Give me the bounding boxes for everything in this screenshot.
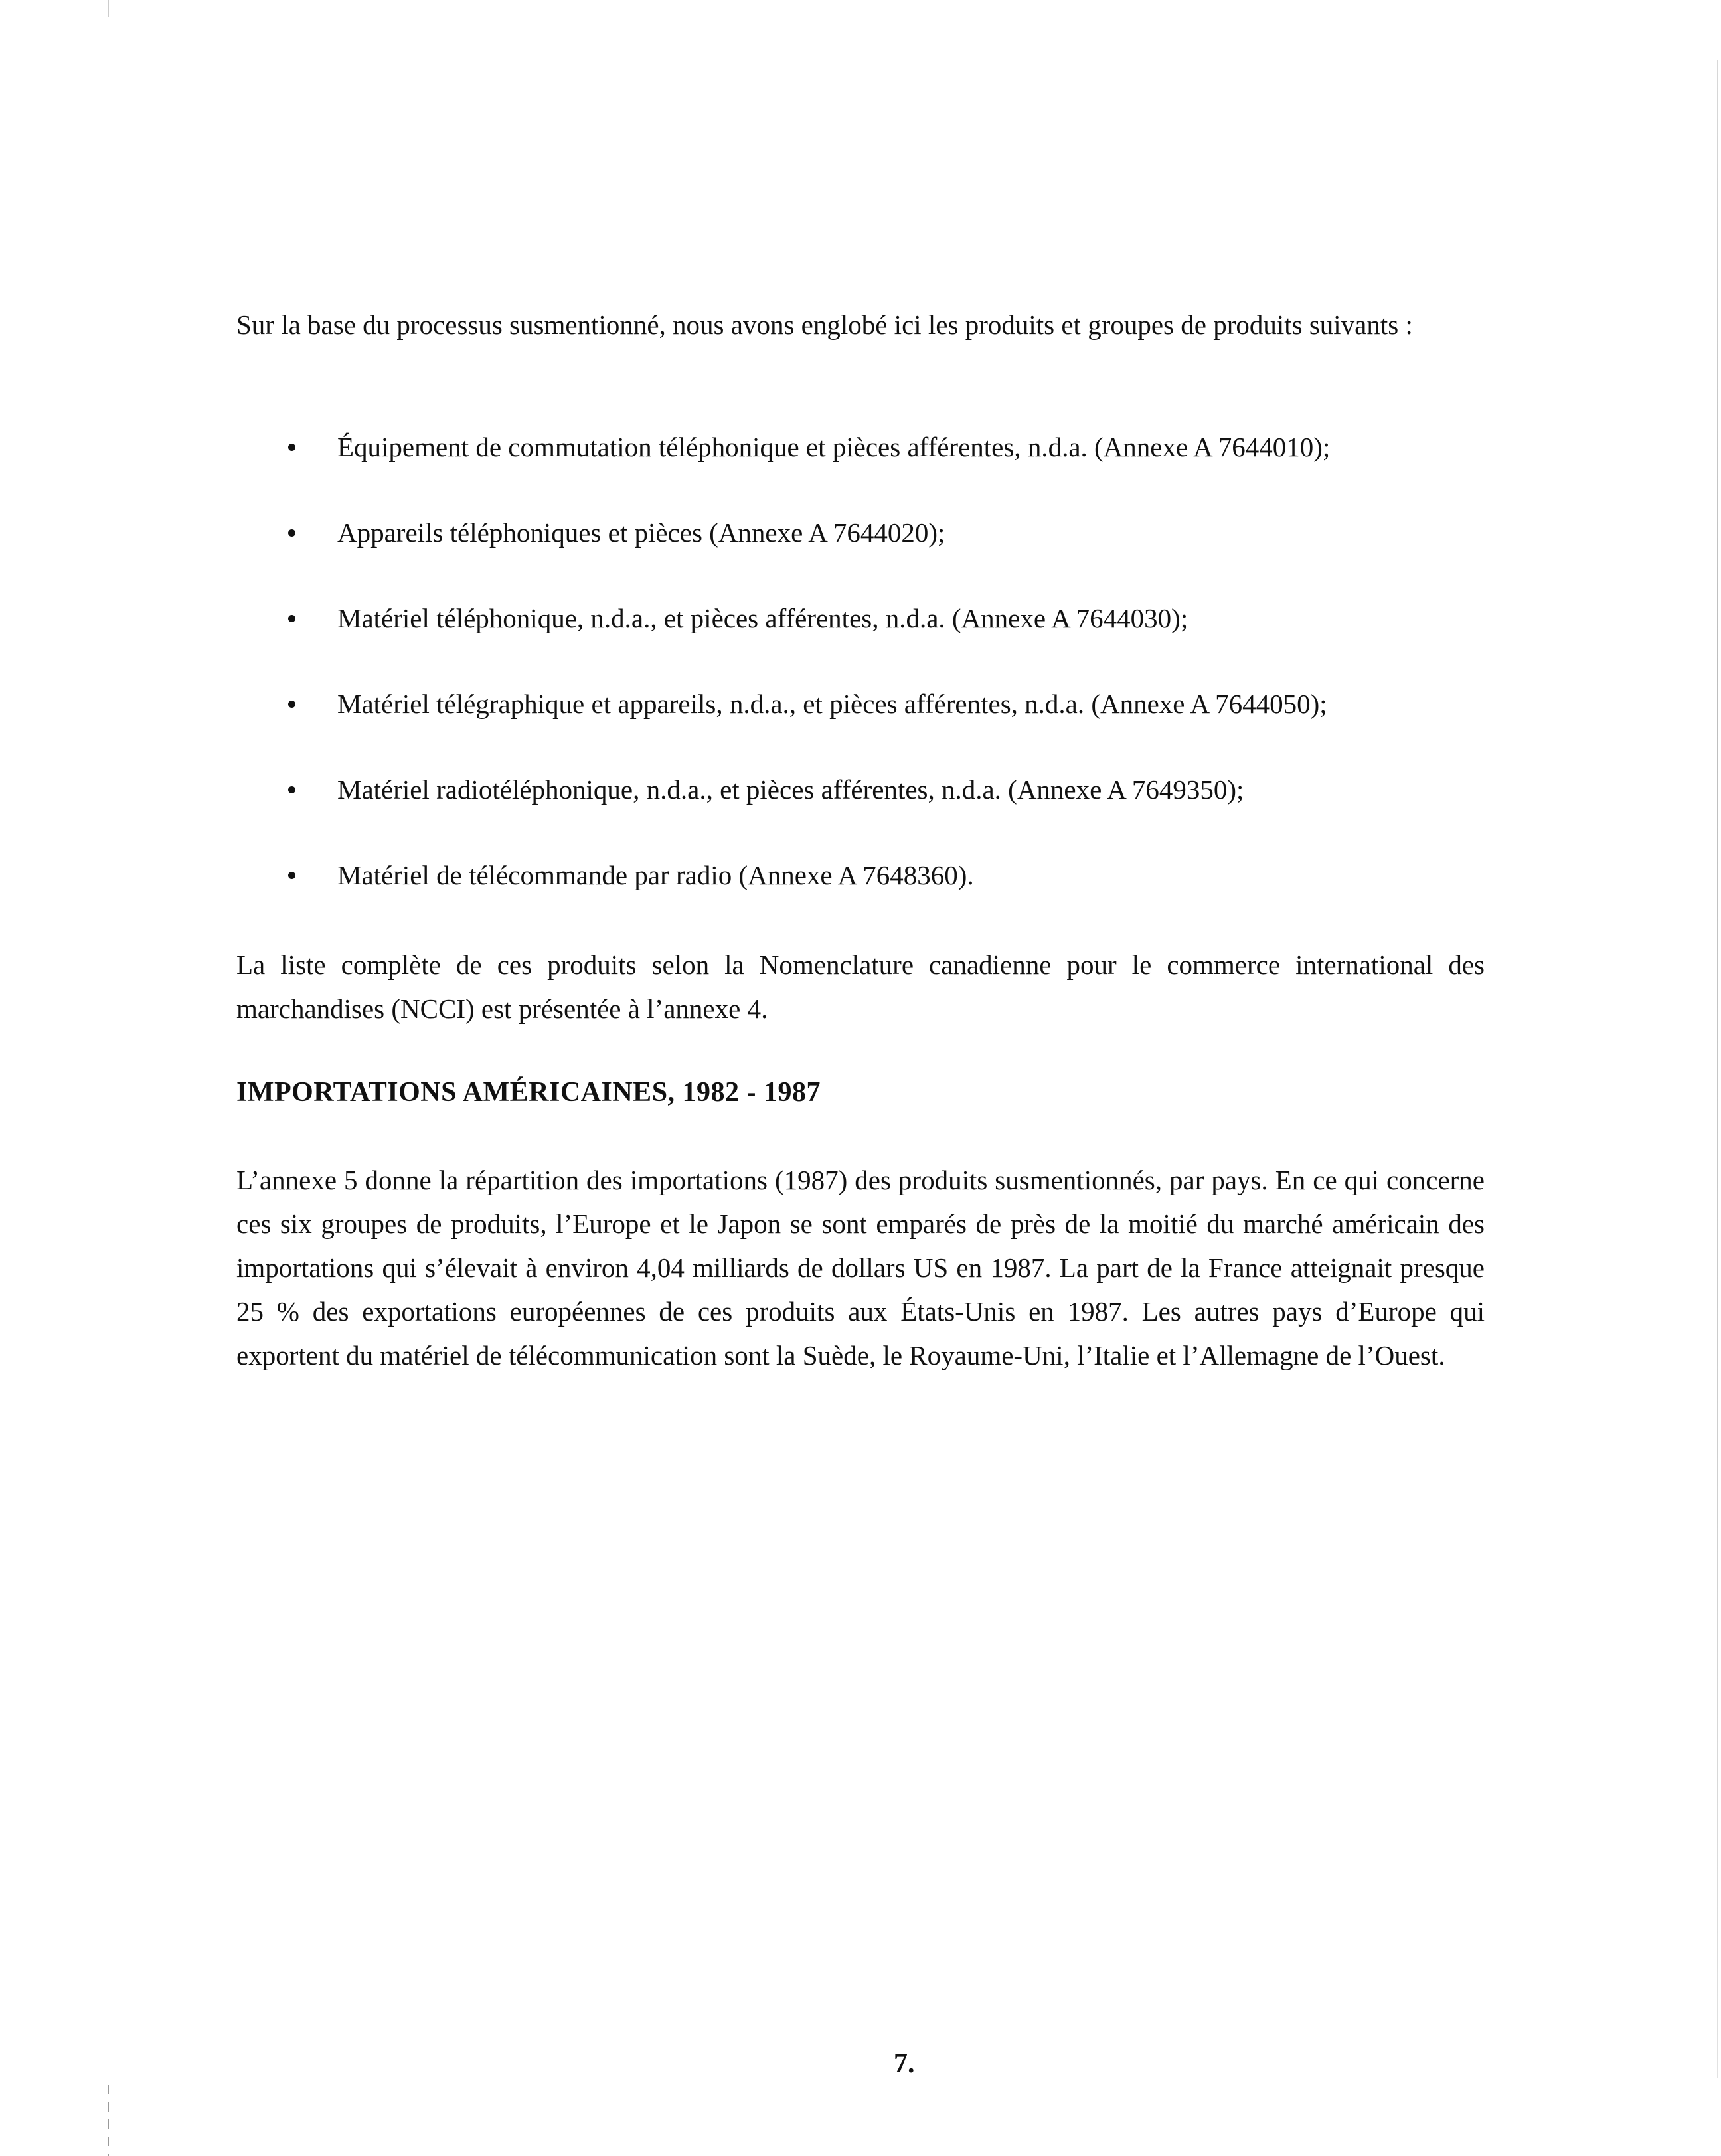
scan-mark-top xyxy=(108,0,109,17)
list-item xyxy=(236,768,1498,853)
list-item-text: Équipement de commutation téléphonique et pièces afférentes, n.d.a. (Annexe A 7644010); xyxy=(337,432,1331,462)
imports-paragraph: L’annexe 5 donne la répartition des importations (1987) des produits susmentionnés, par pays. En ce qui concerne ces six groupes de produits, l’Europe et le Japon se sont emparés de près de la moitié du marché américain des importations qui s’élevait à environ 4,04 milliards de dollars US en 1987. La part de la France atteignait presque 25 % des exportations européennes de ces produits aux États-Unis en 1987. Les autres pays d’Europe qui exportent du matériel de télécommunication sont la Suède, le Royaume-Uni, l’Italie et l’Allemagne de l’Ouest. xyxy=(236,1165,1485,1370)
bullet-icon xyxy=(288,529,295,537)
bullet-icon xyxy=(288,872,295,879)
scan-mark-bottom xyxy=(108,2085,109,2156)
list-item xyxy=(236,425,1498,511)
bullet-icon xyxy=(288,786,295,793)
intro-paragraph: Sur la base du processus susmentionné, nous avons englobé ici les produits et groupes de produits suivants : xyxy=(236,309,1413,340)
bullet-icon xyxy=(288,701,295,708)
list-item-text: Matériel de télécommande par radio (Annexe A 7648360). xyxy=(337,860,974,890)
list-note-paragraph: La liste complète de ces produits selon la Nomenclature canadienne pour le commerce international des marchandises (NCCI) est présentée à l’annexe 4. xyxy=(236,950,1485,1024)
section-heading: IMPORTATIONS AMÉRICAINES, 1982 - 1987 xyxy=(236,1077,821,1108)
list-item-text: Appareils téléphoniques et pièces (Annexe A 7644020); xyxy=(337,517,945,548)
scan-edge-right xyxy=(1717,60,1718,2078)
page-number: 7. xyxy=(894,2048,915,2079)
product-list xyxy=(236,425,1498,939)
list-item-text: Matériel télégraphique et appareils, n.d.a., et pièces afférentes, n.d.a. (Annexe A 7644050); xyxy=(337,689,1327,719)
list-item xyxy=(236,682,1498,768)
list-item-text: Matériel radiotéléphonique, n.d.a., et pièces afférentes, n.d.a. (Annexe A 7649350); xyxy=(337,774,1244,805)
list-item xyxy=(236,853,1498,939)
list-item xyxy=(236,596,1498,682)
bullet-icon xyxy=(288,615,295,622)
list-item-text: Matériel téléphonique, n.d.a., et pièces afférentes, n.d.a. (Annexe A 7644030); xyxy=(337,603,1188,633)
bullet-icon xyxy=(288,444,295,451)
list-item xyxy=(236,511,1498,596)
